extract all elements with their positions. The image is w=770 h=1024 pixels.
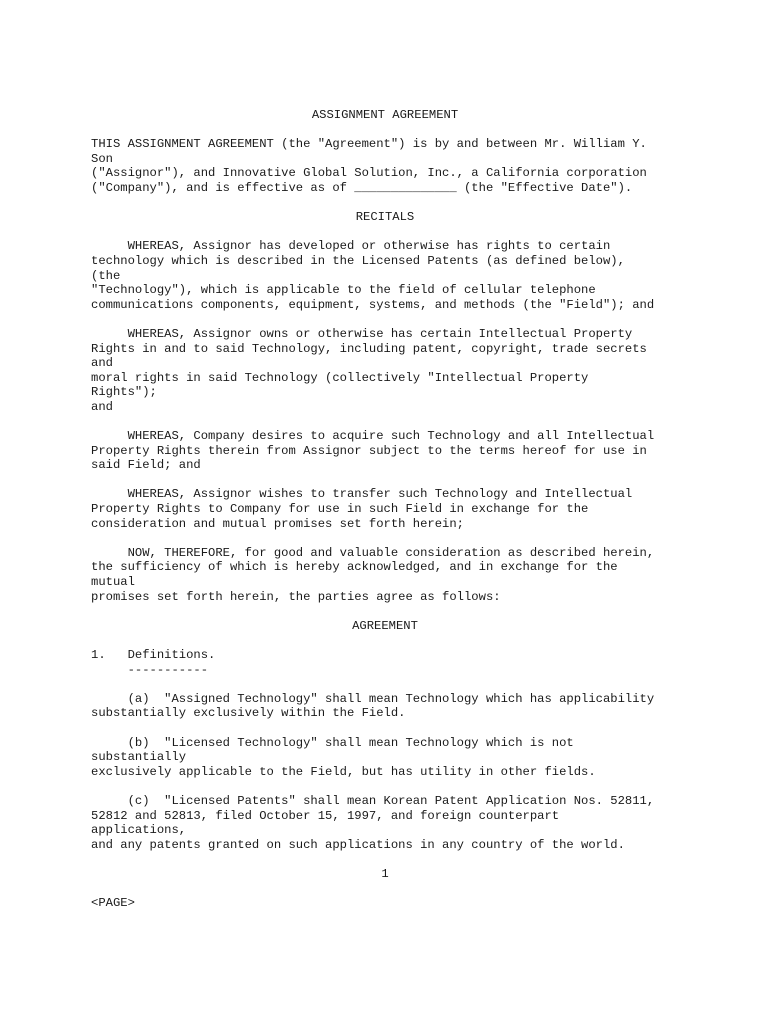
recital-line: Rights");	[91, 385, 157, 400]
page-marker: <PAGE>	[91, 896, 135, 911]
recital-line: said Field; and	[91, 458, 201, 473]
recital-line: Rights in and to said Technology, including patent, copyright, trade secrets	[91, 341, 647, 356]
spacer	[91, 312, 751, 327]
spacer	[91, 123, 751, 138]
spacer	[91, 881, 751, 896]
intro-line: THIS ASSIGNMENT AGREEMENT (the "Agreement") is by and between Mr. William Y.	[91, 137, 647, 152]
recital-paragraph-5	[91, 546, 751, 604]
section-heading-underline: -----------	[91, 662, 209, 677]
spacer	[91, 604, 751, 619]
recital-line: and	[91, 356, 113, 371]
intro-line: ("Assignor"), and Innovative Global Solution, Inc., a California corporation	[91, 166, 647, 181]
spacer	[91, 196, 751, 211]
recital-line: moral rights in said Technology (collectively "Intellectual Property	[91, 370, 589, 385]
recital-line: Property Rights to Company for use in such Field in exchange for the	[91, 502, 589, 517]
definition-line: and any patents granted on such applications in any country of the world.	[91, 837, 625, 852]
page-number: 1	[381, 866, 389, 881]
spacer	[91, 414, 751, 429]
recital-line: WHEREAS, Assignor has developed or otherwise has rights to certain	[91, 239, 611, 254]
recital-line: promises set forth herein, the parties agree as follows:	[91, 589, 501, 604]
agreement-heading: AGREEMENT	[352, 618, 418, 633]
recital-paragraph-4	[91, 487, 751, 531]
intro-line: ("Company"), and is effective as of ______________ (the "Effective Date").	[91, 180, 633, 195]
recital-line: consideration and mutual promises set forth herein;	[91, 516, 464, 531]
intro-line: Son	[91, 151, 113, 166]
spacer	[91, 633, 751, 648]
recital-line: "Technology"), which is applicable to the field of cellular telephone	[91, 283, 596, 298]
recital-line: technology which is described in the Licensed Patents (as defined below),	[91, 253, 625, 268]
recital-paragraph-3	[91, 429, 751, 473]
recital-line: communications components, equipment, systems, and methods (the "Field"); and	[91, 297, 655, 312]
spacer	[91, 721, 751, 736]
spacer	[91, 531, 751, 546]
definition-b	[91, 736, 751, 780]
document-title: ASSIGNMENT AGREEMENT	[311, 108, 459, 122]
definition-a	[91, 692, 751, 721]
recital-line: WHEREAS, Company desires to acquire such Technology and all Intellectual	[91, 429, 655, 444]
document-page	[91, 108, 751, 911]
intro-paragraph	[91, 137, 751, 195]
spacer	[91, 225, 751, 240]
recital-paragraph-1	[91, 239, 751, 312]
definition-line: (c) "Licensed Patents" shall mean Korean Patent Application Nos. 52811,	[91, 793, 655, 808]
recital-line: and	[91, 399, 113, 414]
recital-line: Property Rights therein from Assignor subject to the terms hereof for use in	[91, 443, 647, 458]
recital-line: (the	[91, 268, 121, 283]
definition-line: (a) "Assigned Technology" shall mean Technology which has applicability	[91, 691, 655, 706]
recital-line: WHEREAS, Assignor owns or otherwise has certain Intellectual Property	[91, 326, 633, 341]
recital-line: the sufficiency of which is hereby acknowledged, and in exchange for the	[91, 560, 618, 575]
spacer	[91, 779, 751, 794]
definition-line: exclusively applicable to the Field, but has utility in other fields.	[91, 764, 596, 779]
recital-line: mutual	[91, 575, 135, 589]
definition-line: (b) "Licensed Technology" shall mean Technology which is not	[91, 735, 574, 750]
definition-line: substantially	[91, 750, 187, 765]
definition-line: applications,	[91, 823, 187, 838]
spacer	[91, 677, 751, 692]
recital-paragraph-2	[91, 327, 751, 415]
spacer	[91, 473, 751, 488]
section-heading-definitions	[91, 648, 751, 677]
definition-line: substantially exclusively within the Field.	[91, 706, 406, 721]
spacer	[91, 852, 751, 867]
definition-line: 52812 and 52813, filed October 15, 1997, and foreign counterpart	[91, 808, 560, 823]
section-heading-line: 1. Definitions.	[91, 647, 216, 662]
recital-line: WHEREAS, Assignor wishes to transfer such Technology and Intellectual	[91, 487, 633, 502]
recital-line: NOW, THEREFORE, for good and valuable consideration as described herein,	[91, 545, 655, 560]
recitals-heading: RECITALS	[355, 210, 415, 225]
definition-c	[91, 794, 751, 852]
